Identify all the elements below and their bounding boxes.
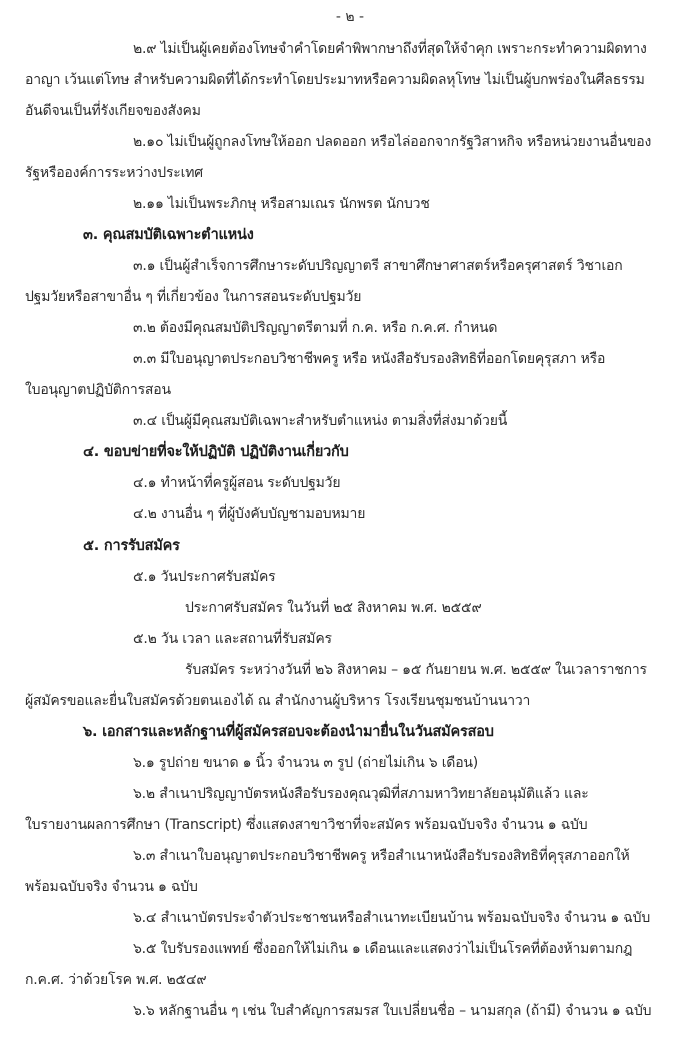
section-heading: ๔. ขอบข่ายที่จะให้ปฏิบัติ ปฏิบัติงานเกี่ยวกับ xyxy=(83,444,349,460)
section-heading: ๓. คุณสมบัติเฉพาะตำแหน่ง xyxy=(83,227,254,243)
paragraph-line: รับสมัคร ระหว่างวันที่ ๒๖ สิงหาคม – ๑๕ กันยายน พ.ศ. ๒๕๕๙ ในเวลาราชการ xyxy=(185,662,647,678)
paragraph-line: ๔.๑ ทำหน้าที่ครูผู้สอน ระดับปฐมวัย xyxy=(133,475,341,491)
paragraph-line: ๒.๙ ไม่เป็นผู้เคยต้องโทษจำคำโดยคำพิพากษาถึงที่สุดให้จำคุก เพราะกระทำความผิดทาง xyxy=(133,41,647,57)
section-heading: ๕. การรับสมัคร xyxy=(83,538,180,554)
paragraph-line: อันดีจนเป็นที่รังเกียจของสังคม xyxy=(25,103,201,119)
paragraph-line: ใบอนุญาตปฏิบัติการสอน xyxy=(25,382,171,398)
paragraph-line: พร้อมฉบับจริง จำนวน ๑ ฉบับ xyxy=(25,879,198,895)
paragraph-line: ๓.๒ ต้องมีคุณสมบัติปริญญาตรีตามที่ ก.ค. หรือ ก.ค.ศ. กำหนด xyxy=(133,320,498,336)
paragraph-line: ๕.๑ วันประกาศรับสมัคร xyxy=(133,569,276,585)
paragraph-line: ๖.๕ ใบรับรองแพทย์ ซึ่งออกให้ไม่เกิน ๑ เดือนและแสดงว่าไม่เป็นโรคที่ต้องห้ามตามกฎ xyxy=(133,941,633,957)
paragraph-line: ประกาศรับสมัคร ในวันที่ ๒๕ สิงหาคม พ.ศ. ๒๕๕๙ xyxy=(185,600,482,616)
paragraph-line: ๖.๔ สำเนาบัตรประจำตัวประชาชนหรือสำเนาทะเบียนบ้าน พร้อมฉบับจริง จำนวน ๑ ฉบับ xyxy=(133,910,651,926)
paragraph-line: ๒.๑๐ ไม่เป็นผู้ถูกลงโทษให้ออก ปลดออก หรือไล่ออกจากรัฐวิสาหกิจ หรือหน่วยงานอื่นของ xyxy=(133,134,652,150)
page-number: - ๒ - xyxy=(335,9,365,25)
paragraph-line: ๓.๓ มีใบอนุญาตประกอบวิชาชีพครู หรือ หนังสือรับรองสิทธิที่ออกโดยคุรุสภา หรือ xyxy=(133,351,606,367)
paragraph-line: ๖.๓ สำเนาใบอนุญาตประกอบวิชาชีพครู หรือสำเนาหนังสือรับรองสิทธิที่คุรุสภาออกให้ xyxy=(133,848,630,864)
paragraph-line: ใบรายงานผลการศึกษา (Transcript) ซึ่งแสดงสาขาวิชาที่จะสมัคร พร้อมฉบับจริง จำนวน ๑ ฉบับ xyxy=(25,817,588,833)
paragraph-line: ปฐมวัยหรือสาขาอื่น ๆ ที่เกี่ยวข้อง ในการสอนระดับปฐมวัย xyxy=(25,289,362,305)
paragraph-line: ๖.๑ รูปถ่าย ขนาด ๑ นิ้ว จำนวน ๓ รูป (ถ่ายไม่เกิน ๖ เดือน) xyxy=(133,755,479,771)
paragraph-line: ผู้สมัครขอและยื่นใบสมัครด้วยตนเองได้ ณ สำนักงานผู้บริหาร โรงเรียนชุมชนบ้านนาวา xyxy=(25,693,531,709)
paragraph-line: ๓.๔ เป็นผู้มีคุณสมบัติเฉพาะสำหรับตำแหน่ง ตามสิ่งที่ส่งมาด้วยนี้ xyxy=(133,413,508,429)
paragraph-line: ๔.๒ งานอื่น ๆ ที่ผู้บังคับบัญชามอบหมาย xyxy=(133,506,366,522)
paragraph-line: อาญา เว้นแต่โทษ สำหรับความผิดที่ได้กระทำโดยประมาทหรือความผิดลหุโทษ ไม่เป็นผู้บกพร่องในศีลธรรม xyxy=(25,72,645,88)
paragraph-line: ๒.๑๑ ไม่เป็นพระภิกษุ หรือสามเณร นักพรต นักบวช xyxy=(133,196,430,212)
paragraph-line: ก.ค.ศ. ว่าด้วยโรค พ.ศ. ๒๕๔๙ xyxy=(25,972,207,988)
paragraph-line: ๖.๒ สำเนาปริญญาบัตรหนังสือรับรองคุณวุฒิที่สภามหาวิทยาลัยอนุมัติแล้ว และ xyxy=(133,786,589,802)
paragraph-line: ๓.๑ เป็นผู้สำเร็จการศึกษาระดับปริญญาตรี สาขาศึกษาศาสตร์หรือครุศาสตร์ วิชาเอก xyxy=(133,258,623,274)
section-heading: ๖. เอกสารและหลักฐานที่ผู้สมัครสอบจะต้องนำมายื่นในวันสมัครสอบ xyxy=(83,724,494,740)
paragraph-line: รัฐหรือองค์การระหว่างประเทศ xyxy=(25,165,203,181)
paragraph-line: ๖.๖ หลักฐานอื่น ๆ เช่น ใบสำคัญการสมรส ใบเปลี่ยนชื่อ – นามสกุล (ถ้ามี) จำนวน ๑ ฉบับ xyxy=(133,1003,652,1019)
paragraph-line: ๕.๒ วัน เวลา และสถานที่รับสมัคร xyxy=(133,631,332,647)
